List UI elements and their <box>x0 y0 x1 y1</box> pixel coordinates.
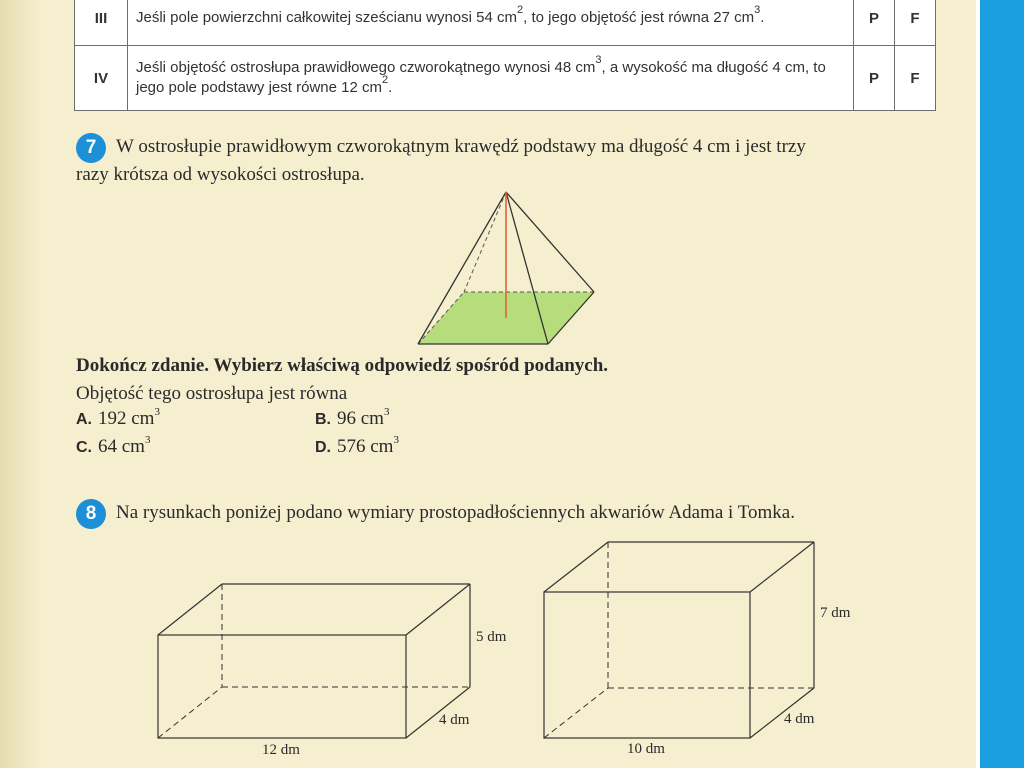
option-value: 64 cm <box>98 436 145 457</box>
row-numeral: III <box>75 0 128 46</box>
aquarium-tomek-figure <box>540 538 820 748</box>
tomek-width-label: 10 dm <box>627 741 665 757</box>
table-row <box>75 46 936 111</box>
task-7-text-line-2: razy krótsza od wysokości ostrosłupa. <box>76 164 365 185</box>
task-8-text: Na rysunkach poniżej podano wymiary prostopadłościennych akwariów Adama i Tomka. <box>116 502 795 523</box>
task-7-stem: Objętość tego ostrosłupa jest równa <box>76 383 348 404</box>
option-value: 576 cm <box>337 436 394 457</box>
adam-depth-label: 4 dm <box>439 712 470 728</box>
true-false-table <box>74 0 936 111</box>
blue-page-edge <box>980 0 1024 768</box>
pyramid-figure <box>410 188 610 348</box>
box-edge <box>544 542 608 592</box>
box-edge <box>158 584 222 635</box>
option-value: 192 cm <box>98 408 155 429</box>
option-a[interactable]: A. 192 $cm^3$ <box>76 406 160 429</box>
option-d[interactable]: D. 576 $cm^3$ <box>315 434 399 457</box>
option-letter: D. <box>315 439 331 456</box>
adam-width-label: 12 dm <box>262 742 300 758</box>
box-front-face <box>544 592 750 738</box>
pyramid-hidden-edge <box>464 192 506 292</box>
row-numeral: IV <box>75 46 128 111</box>
box-edge <box>406 584 470 635</box>
option-value: 96 cm <box>337 408 384 429</box>
answer-p[interactable]: P <box>854 46 895 111</box>
box-hidden-edge <box>158 687 222 738</box>
tomek-depth-label: 4 dm <box>784 711 815 727</box>
statement-text: Jeśli pole powierzchni całkowitej sześcianu wynosi 54 $cm^2$, to jego objętość jest równa 27 $cm^3$. <box>128 0 854 46</box>
box-hidden-edge <box>544 688 608 738</box>
adam-height-label: 5 dm <box>476 629 507 645</box>
statement-text: Jeśli objętość ostrosłupa prawidłowego czworokątnego wynosi 48 $cm^3$, a wysokość ma długość 4 cm, to jego pole podstawy jest równe 12 $cm^2$. <box>128 46 854 111</box>
option-b[interactable]: B. 96 $cm^3$ <box>315 406 390 429</box>
answer-f[interactable]: F <box>895 46 936 111</box>
option-letter: C. <box>76 439 92 456</box>
option-letter: B. <box>315 411 331 428</box>
option-c[interactable]: C. 64 $cm^3$ <box>76 434 151 457</box>
table-row <box>75 0 936 46</box>
task-7-number-badge: 7 <box>76 133 106 163</box>
box-edge <box>750 542 814 592</box>
aquarium-adam-figure <box>150 578 480 748</box>
task-7-instruction: Dokończ zdanie. Wybierz właściwą odpowiedź spośród podanych. <box>76 355 609 376</box>
answer-p[interactable]: P <box>854 0 895 46</box>
task-8-number-badge: 8 <box>76 499 106 529</box>
answer-f[interactable]: F <box>895 0 936 46</box>
page-gutter-shadow <box>0 0 40 768</box>
option-letter: A. <box>76 411 92 428</box>
tomek-height-label: 7 dm <box>820 605 851 621</box>
task-7-text-line-1: W ostrosłupie prawidłowym czworokątnym krawędź podstawy ma długość 4 cm i jest trzy <box>116 136 806 157</box>
